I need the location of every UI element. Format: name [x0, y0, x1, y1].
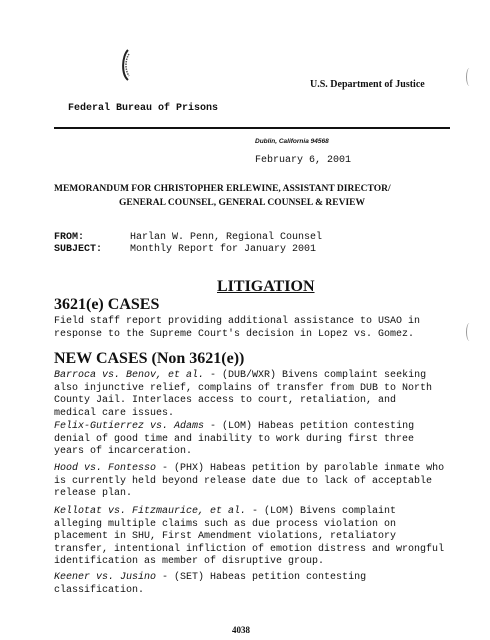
- scan-mark: [466, 323, 473, 341]
- case-entry: [54, 463, 454, 501]
- case-description: - (LOM) Bivens complaint alleging multiple claims such as due process violation on placement in SHU, First Amendment violations, retaliatory transfer, intentional infliction of emotion distress and wrongful identification as member of disruptive group.: [54, 506, 445, 567]
- case-description: - (SET) Habeas petition contesting classification.: [54, 572, 367, 596]
- from-value: Harlan W. Penn, Regional Counsel: [130, 232, 323, 243]
- seal-icon: [119, 48, 133, 82]
- case-description: - (LOM) Habeas petition contesting denial of good time and inability to work during first three years of incarceration.: [54, 421, 415, 457]
- subject-value: Monthly Report for January 2001: [130, 244, 317, 255]
- case-entry: [54, 506, 454, 569]
- memo-recipient-line-2: GENERAL COUNSEL, GENERAL COUNSEL & REVIEW: [119, 198, 365, 208]
- case-name: Hood vs. Fontesso: [54, 463, 157, 474]
- bureau-name: Federal Bureau of Prisons: [68, 103, 219, 114]
- case-name: Keener vs. Jusino: [54, 572, 157, 583]
- case-entry: [54, 370, 454, 420]
- heading-new-cases: NEW CASES (Non 3621(e)): [54, 350, 245, 367]
- memo-recipient-line-1: MEMORANDUM FOR CHRISTOPHER ERLEWINE, ASSISTANT DIRECTOR/: [54, 184, 391, 194]
- heading-3621e-cases: 3621(e) CASES: [54, 296, 160, 313]
- scan-mark: [466, 68, 473, 86]
- case-description: - (DUB/WXR) Bivens complaint seeking also injunctive relief, complains of transfer from DUB to North County Jail. Interlaces access to court, retaliation, and medical care issues.: [54, 370, 433, 419]
- case-name: Kellotat vs. Fitzmaurice, et al.: [54, 506, 247, 517]
- section-title: LITIGATION: [217, 278, 315, 295]
- office-address: Dublin, California 94568: [255, 138, 329, 145]
- from-label: FROM:: [54, 232, 85, 243]
- paragraph-3621e: Field staff report providing additional assistance to USAO in response to the Supreme Court's decision in Lopez vs. Gomez.: [54, 316, 421, 340]
- case-entry: [54, 572, 454, 597]
- case-description: - (PHX) Habeas petition by parolable inmate who is currently held beyond release date due to lack of acceptable release plan.: [54, 463, 445, 499]
- department-name: U.S. Department of Justice: [310, 79, 425, 90]
- header-rule: [54, 127, 450, 129]
- case-name: Felix-Gutierrez vs. Adams: [54, 421, 205, 432]
- case-name: Barroca vs. Benov, et al.: [54, 370, 205, 381]
- memo-date: February 6, 2001: [255, 155, 352, 166]
- subject-label: SUBJECT:: [54, 244, 103, 255]
- page-number: 4038: [232, 625, 250, 635]
- case-entry: [54, 421, 454, 459]
